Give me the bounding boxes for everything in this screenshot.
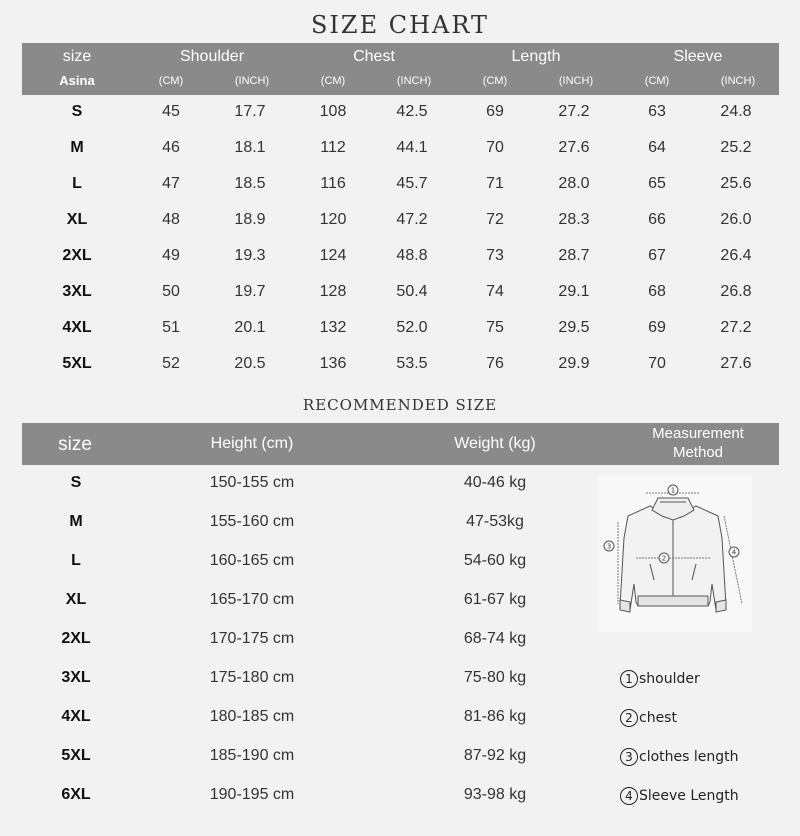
header-chest-cm: (CM)	[320, 75, 346, 87]
cell-chest-inch: 44.1	[396, 139, 428, 156]
cell-height: 165-170 cm	[209, 591, 295, 608]
legend-number: 1	[620, 670, 638, 688]
legend-shoulder	[620, 670, 700, 688]
cell-sleeve-inch: 24.8	[720, 103, 752, 120]
cell-height: 160-165 cm	[209, 552, 295, 569]
cell-length-inch: 28.0	[558, 175, 590, 192]
cell-shoulder-cm: 52	[162, 355, 180, 372]
cell-sleeve-cm: 69	[648, 319, 666, 336]
cell-sleeve-cm: 64	[648, 139, 666, 156]
header-chest-inch: (INCH)	[396, 75, 432, 87]
cell-chest-cm: 136	[319, 355, 347, 372]
cell-shoulder-cm: 48	[162, 211, 180, 228]
cell-chest-inch: 53.5	[396, 355, 428, 372]
cell-length-cm: 75	[486, 319, 504, 336]
cell-sleeve-inch: 27.2	[720, 319, 752, 336]
cell-sleeve-inch: 25.2	[720, 139, 752, 156]
cell-length-cm: 76	[486, 355, 504, 372]
cell-length-inch: 27.2	[558, 103, 590, 120]
cell-height: 190-195 cm	[209, 786, 295, 803]
diagram-marker-2: 2	[661, 554, 667, 563]
cell-sleeve-cm: 70	[648, 355, 666, 372]
cell-length-inch: 28.3	[558, 211, 590, 228]
cell-weight: 75-80 kg	[463, 669, 527, 686]
header-size: size	[62, 48, 92, 65]
cell-shoulder-inch: 19.3	[234, 247, 266, 264]
legend-text: Sleeve Length	[639, 788, 739, 804]
cell-sleeve-inch: 26.8	[720, 283, 752, 300]
cell-size: 2XL	[61, 630, 91, 647]
cell-shoulder-cm: 46	[162, 139, 180, 156]
cell-sleeve-cm: 65	[648, 175, 666, 192]
cell-size: L	[72, 175, 82, 192]
cell-weight: 40-46 kg	[463, 474, 527, 491]
size-chart-header	[22, 43, 779, 95]
legend-clothes-length	[620, 748, 739, 766]
legend-text: chest	[639, 710, 677, 726]
cell-height: 155-160 cm	[209, 513, 295, 530]
cell-length-inch: 29.9	[558, 355, 590, 372]
rec-header-height: Height (cm)	[210, 435, 294, 452]
cell-chest-cm: 108	[319, 103, 347, 120]
cell-chest-cm: 116	[320, 175, 346, 192]
cell-sleeve-cm: 68	[648, 283, 666, 300]
header-length-cm: (CM)	[482, 75, 508, 87]
cell-height: 180-185 cm	[209, 708, 295, 725]
cell-size: 5XL	[62, 355, 92, 372]
diagram-marker-1: 1	[670, 486, 676, 495]
header-shoulder-inch: (INCH)	[234, 75, 270, 87]
cell-size: 4XL	[61, 708, 91, 725]
header-chest: Chest	[353, 48, 395, 65]
recommended-header	[22, 423, 779, 465]
cell-chest-cm: 128	[319, 283, 347, 300]
header-asina: Asina	[59, 73, 95, 88]
legend-number: 3	[620, 748, 638, 766]
cell-chest-inch: 47.2	[396, 211, 428, 228]
legend-text: shoulder	[639, 671, 700, 687]
legend-sleeve-length	[620, 787, 739, 805]
recommended-size-title: RECOMMENDED SIZE	[302, 396, 498, 414]
cell-chest-inch: 50.4	[396, 283, 428, 300]
legend-number: 4	[620, 787, 638, 805]
cell-shoulder-cm: 50	[162, 283, 180, 300]
cell-sleeve-inch: 26.4	[720, 247, 752, 264]
cell-size: 6XL	[61, 786, 91, 803]
rec-header-method-line2: Method	[672, 444, 724, 461]
cell-weight: 81-86 kg	[463, 708, 527, 725]
cell-length-cm: 72	[486, 211, 504, 228]
cell-chest-inch: 45.7	[396, 175, 428, 192]
diagram-marker-4: 4	[731, 548, 737, 557]
cell-chest-cm: 112	[320, 139, 346, 156]
cell-shoulder-inch: 20.5	[234, 355, 266, 372]
cell-chest-cm: 120	[319, 211, 347, 228]
cell-shoulder-inch: 18.1	[234, 139, 266, 156]
cell-length-cm: 73	[486, 247, 504, 264]
cell-length-inch: 29.5	[558, 319, 590, 336]
diagram-marker-3: 3	[606, 542, 612, 551]
cell-shoulder-inch: 18.5	[234, 175, 266, 192]
cell-size: 4XL	[62, 319, 92, 336]
cell-length-cm: 71	[486, 175, 504, 192]
header-sleeve: Sleeve	[673, 48, 723, 65]
cell-size: L	[71, 552, 81, 569]
cell-size: M	[70, 139, 84, 156]
cell-shoulder-cm: 47	[162, 175, 180, 192]
cell-length-cm: 69	[486, 103, 504, 120]
cell-shoulder-inch: 18.9	[234, 211, 266, 228]
cell-height: 170-175 cm	[209, 630, 295, 647]
cell-weight: 68-74 kg	[463, 630, 527, 647]
cell-size: XL	[65, 591, 87, 608]
cell-sleeve-cm: 66	[648, 211, 666, 228]
size-chart-title: SIZE CHART	[310, 11, 490, 39]
cell-chest-inch: 48.8	[396, 247, 428, 264]
cell-length-inch: 29.1	[558, 283, 590, 300]
cell-size: S	[70, 474, 82, 491]
measurement-diagram	[598, 476, 752, 632]
legend-text: clothes length	[639, 749, 739, 765]
cell-chest-inch: 42.5	[396, 103, 428, 120]
cell-size: 5XL	[61, 747, 91, 764]
cell-weight: 93-98 kg	[463, 786, 527, 803]
cell-size: 2XL	[62, 247, 92, 264]
cell-length-cm: 74	[486, 283, 504, 300]
cell-length-inch: 27.6	[558, 139, 590, 156]
cell-length-inch: 28.7	[558, 247, 590, 264]
cell-shoulder-inch: 19.7	[234, 283, 266, 300]
rec-header-method-line1: Measurement	[652, 425, 744, 442]
cell-size: XL	[66, 211, 88, 228]
cell-chest-cm: 124	[319, 247, 347, 264]
cell-shoulder-cm: 45	[162, 103, 180, 120]
cell-height: 175-180 cm	[209, 669, 295, 686]
cell-chest-cm: 132	[319, 319, 347, 336]
cell-size: 3XL	[62, 283, 92, 300]
legend-chest	[620, 709, 677, 727]
cell-size: 3XL	[61, 669, 91, 686]
cell-shoulder-inch: 20.1	[234, 319, 266, 336]
header-sleeve-cm: (CM)	[644, 75, 670, 87]
cell-shoulder-cm: 51	[162, 319, 180, 336]
header-length-inch: (INCH)	[558, 75, 594, 87]
rec-header-size: size	[58, 434, 92, 455]
header-sleeve-inch: (INCH)	[720, 75, 756, 87]
cell-size: S	[71, 103, 83, 120]
cell-height: 150-155 cm	[209, 474, 295, 491]
header-shoulder-cm: (CM)	[158, 75, 184, 87]
legend-number: 2	[620, 709, 638, 727]
cell-sleeve-inch: 25.6	[720, 175, 752, 192]
cell-height: 185-190 cm	[209, 747, 295, 764]
jacket-illustration	[598, 476, 752, 632]
cell-sleeve-cm: 63	[648, 103, 666, 120]
cell-sleeve-cm: 67	[648, 247, 666, 264]
cell-shoulder-cm: 49	[162, 247, 180, 264]
cell-weight: 87-92 kg	[463, 747, 527, 764]
cell-sleeve-inch: 26.0	[720, 211, 752, 228]
cell-weight: 54-60 kg	[463, 552, 527, 569]
header-shoulder: Shoulder	[179, 48, 245, 65]
cell-weight: 47-53kg	[466, 513, 524, 530]
header-length: Length	[511, 48, 561, 65]
rec-header-weight: Weight (kg)	[454, 435, 536, 452]
cell-chest-inch: 52.0	[396, 319, 428, 336]
cell-weight: 61-67 kg	[463, 591, 527, 608]
cell-length-cm: 70	[486, 139, 504, 156]
cell-sleeve-inch: 27.6	[720, 355, 752, 372]
cell-shoulder-inch: 17.7	[234, 103, 266, 120]
cell-size: M	[69, 513, 83, 530]
